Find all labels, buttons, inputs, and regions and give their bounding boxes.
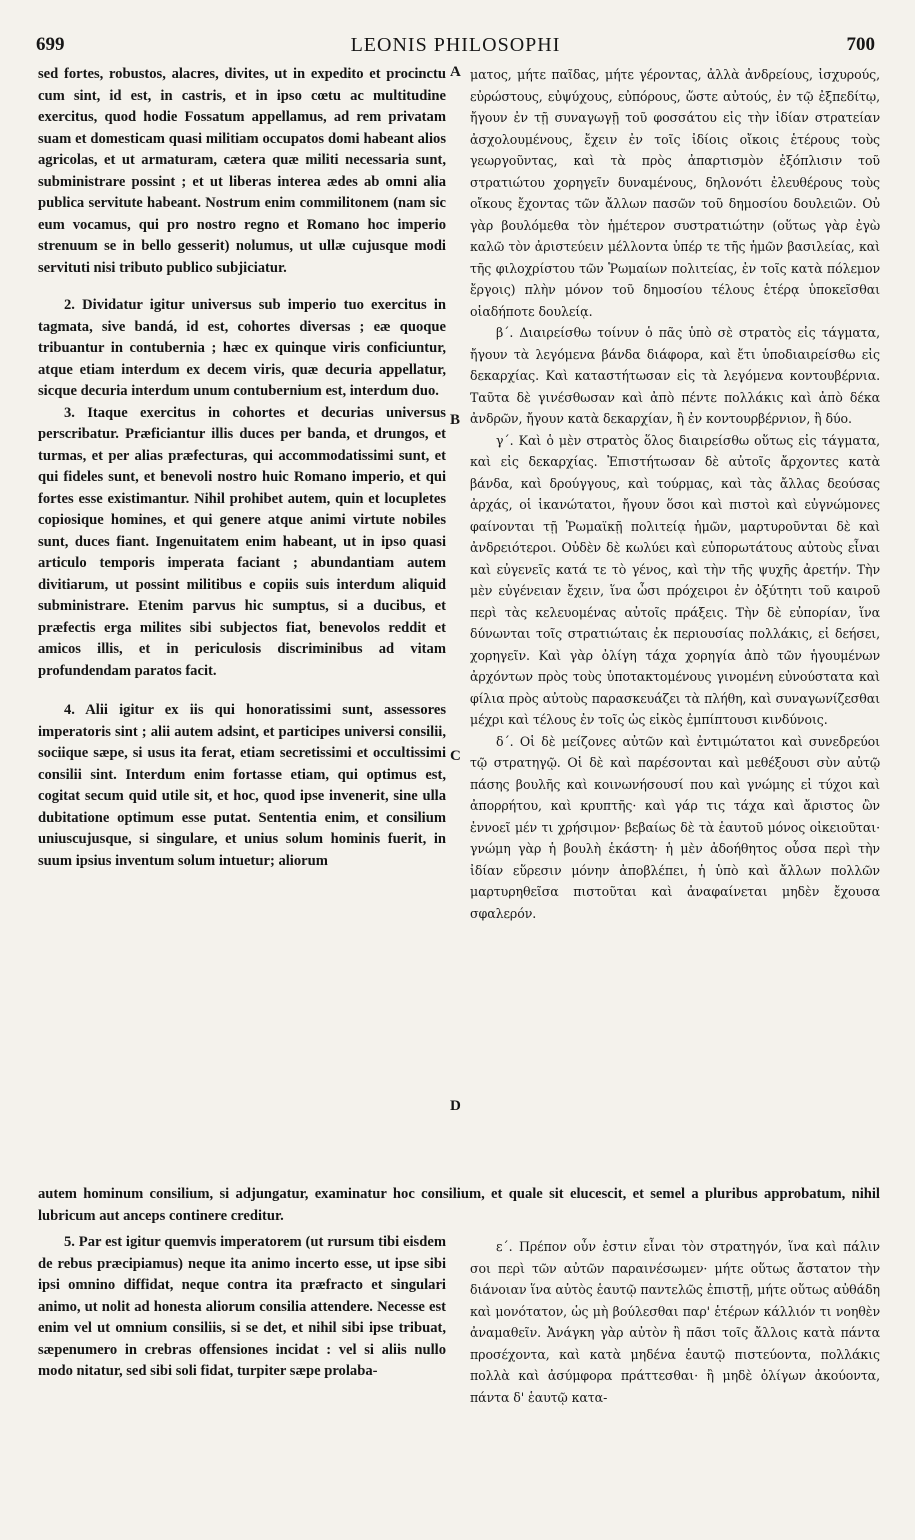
page-number-left: 699: [36, 34, 65, 55]
latin-paragraph-5: 5. Par est igitur quemvis imperatorem (ut rursum tibi eisdem de rebus præcipiamus) neque ita animo incerto esse, ut ipse sibi ipsi omnino diffidat, neque contra ita præfracto et singulari animo, ut nolit ad honesta aliorum consilia attendere. Necesse est enim vel ut omnium consiliis, si se det, et nihil sibi ipse tribuat, sæpenumero in crebras offensiones incidat : vel si aliis nullo modo nitatur, sed sibi soli fidat, turpiter sæpe prolaba-: [38, 1234, 446, 1379]
margin-marker-c: C: [450, 748, 461, 764]
latin-block-1: sed fortes, robustos, alacres, divites, ut in expedito et procinctu cum sint, id est, in castris, et in ipso cœtu ac multitudine exercitus, quod hodie Fossatum appellamus, ad rem privatam suam et domesticam quasi militiam occupatos domi habeant alios agricolas, et ut armaturam, cætera quæ militi necessaria sunt, subministrare possint ; et ut liberas interea ædes ab omni alia publica servitute habeant. Nostrum enim commilitonem (nam sic eum vocamus, qui pro nostro regno et Romano hoc imperio strenuum se in bello gesserit) nolumus, ut ullæ cujusque modi servituti nisi tributo publico subjiciatur.: [38, 66, 446, 276]
greek-paragraph-5: ε΄. Πρέπον οὖν ἐστιν εἶναι τὸν στρατηγόν, ἵνα καὶ πάλιν σοι περὶ τῶν αὐτῶν παραινέσωμεν· μήτε οὕτως ἄστατον τὴν διάνοιαν ἵνα αὐτὸς ἑαυτῷ παντελῶς ἐπιστῇ, μήτε οὕτως αὐθάδη καὶ μονότατον, ὡς μὴ βούλεσθαι παρ' ἑτέρων κάλλιόν τι νοηθὲν ἀναμαθεῖν. Ἀνάγκη γὰρ αὐτὸν ἢ πᾶσι τοῖς ἄλλοις κατὰ πάντα προσέχοντα, καὶ κατὰ μηδένα ἑαυτῷ πιστεύοντα, πολλάκις πολλὰ καὶ ἀσύμφορα πράττεσθαι· ἢ μηδὲ ὀλίγων ἀκούοντα, πάντα δ' ἑαυτῷ κατα-: [470, 1239, 880, 1405]
latin-paragraph-2: 2. Dividatur igitur universus sub imperio tuo exercitus in tagmata, sive bandá, id est, cohortes diversas ; eæ quoque tribuantur in contubernia ; hæc ex quinque viris conficiuntur, atque etiam interdum ex decem viris, quæ decuria appellatur, sicque decuria interdum unum contubernium est, interdum duo.: [38, 297, 446, 399]
greek-column-upper: [470, 64, 880, 924]
greek-block-1: ματος, μήτε παῖδας, μήτε γέροντας, ἀλλὰ ἀνδρείους, ἰσχυρούς, εὐρώστους, εὐψύχους, εὐπόρους, ὥστε αὐτούς, ἐν τῷ ἐξπεδίτῳ, ἤγουν ἐν τῇ συναγωγῇ τοῦ φοσσάτου εἰς τὴν ἰδίαν στρατείαν ἀσχολουμένους, ἔχειν ἐν τοῖς ἰδίοις οἴκοις ἑτέρους τοὺς γεωργοῦντας, καὶ τὰ πρὸς ἀπαρτισμὸν ἐξόπλισιν τοῦ στρατιώτου χορηγεῖν δυναμένους, δηλονότι ἐλευθέρους τοὺς οἴκους ἔχοντας τῶν ἄλλων πασῶν τοῦ δημοσίου δουλειῶν. Οὐ γὰρ βουλόμεθα τὸν ἡμέτερον συστρατιώτην (οὕτως γὰρ ἐγὼ καλῶ τὸν ἀριστεύειν μέλλοντα ὑπέρ τε τῆς ἡμῶν βασιλείας, καὶ τῆς φιλοχρίστου τῶν Ῥωμαίων πολιτείας, ἐν τοῖς κατὰ πόλεμον ἔργοις) πλὴν μόνον τοῦ δημοσίου τέλους ἑτέρᾳ ὑποκεῖσθαι οἱαδήποτε δουλείᾳ.: [470, 67, 880, 319]
latin-column-lower: [38, 1232, 446, 1383]
running-head: [36, 34, 875, 58]
margin-marker-b: B: [450, 412, 461, 428]
latin-paragraph-3: 3. Itaque exercitus in cohortes et decurias universus perscribatur. Præficiantur illis duces per banda, et drungos, et turmas, et per alias præfecturas, qui accommodatissimi sunt, et qui fideles sunt, et benevoli nostro huic Romano imperio, et qui fortes esse existimantur. Nihil prohibet autem, quin et locupletes copiosique homines, et qui genere atque animi virtute nobiles sunt, duces fiant. Ingenuitatem enim habeant, ut in ipso quasi articulo temporis imperata faciant ; abundantiam autem divitiarum, ut possint militibus e copiis suis interdum aliquid subministrare. Etenim parvus hic sumptus, si a ducibus, et præfectis erga milites sibi subjectos fiat, benevolos reddit et amicos illis, et in periculosis discriminibus ad vitam profundendam paratos facit.: [38, 404, 446, 679]
latin-paragraph-4: 4. Alii igitur ex iis qui honoratissimi sunt, assessores imperatoris sint ; alii autem adsint, et participes universi consilii, sociique sæpe, si usus ita ferat, etiam secretissimi et occultissimi consilii sint. Interdum enim fortasse etiam, qui optimus est, cogitat secum quid utile sit, et hoc, quod ipse invenerit, sine ulla dubitatione optimum esse putat. Sententia enim, et consilium uniuscujusque, si singulare, et unius solum hominis fuerit, in suum ipsius inventum solum intuetur; aliorum: [38, 702, 446, 869]
page-number-right: 700: [846, 34, 875, 55]
latin-full-width-text: autem hominum consilium, si adjungatur, examinatur hoc consilium, et quale sit elucescit, et semel a pluribus approbatum, nihil lubricum aut anceps continere creditur.: [38, 1186, 880, 1224]
latin-column-upper: [38, 64, 446, 872]
greek-column-lower: [470, 1236, 880, 1408]
running-title: LEONIS PHILOSOPHI: [350, 34, 561, 56]
greek-paragraph-4: δ΄. Οἱ δὲ μείζονες αὐτῶν καὶ ἐντιμώτατοι καὶ συνεδρεύοι τῷ στρατηγῷ. Οἱ δὲ καὶ παρέσονται καὶ μεθέξουσι σὺν αὐτῷ πάσης βουλῆς καὶ κοινωνήσουσί που καὶ γνώμης εἰ τύχοι καὶ ἀπορρήτου, καὶ κρυπτῆς· καὶ γάρ τις τάχα καὶ ἄριστος ὢν ἐννοεῖ μέν τι χρήσιμον· βεβαίως δὲ τὰ ἑαυτοῦ μόνος οἰκειοῦται· γνώμη γὰρ ἡ βουλὴ ἑκάστη· ἡ μὲν ἀδοήθητος οὖσα περὶ τὴν ἰδίαν εὕρεσιν μόνην ἀποβλέπει, ἡ ὑπὸ καὶ ἄλλων πολλῶν μαρτυρηθεῖσα πιστοῦται καὶ ἀναφαίνεται μηδὲν ἔχουσα σφαλερόν.: [470, 733, 880, 921]
greek-paragraph-3: γ΄. Καὶ ὁ μὲν στρατὸς ὅλος διαιρείσθω οὕτως εἰς τάγματα, καὶ εἰς δεκαρχίας. Ἐπιστήτωσαν δὲ αὐτοῖς ἄρχοντες κατὰ βάνδα, καὶ δρούγγους, καὶ τούρμας, καὶ τὰς ἄλλας δεούσας ἀρχάς, οἱ ἱκανώτατοι, ἤγουν ὅσοι καὶ πιστοὶ καὶ εὐγνώμονες φαίνονται τῇ Ῥωμαϊκῇ πολιτείᾳ ἡμῶν, μαρτυροῦνται δὲ καὶ ἀνδρειότεροι. Οὐδὲν δὲ κωλύει καὶ εὐπορωτάτους αὐτοὺς εἶναι καὶ εὐγενεῖς κατά τε τὸ γένος, καὶ τὴν τῆς ψυχῆς ἀρετήν. Τὴν μὲν εὐγένειαν ἔχειν, ἵνα ὦσι πρόχειροι ἐν ὀξύτητι τοῦ καιροῦ περὶ τὰς κελευομένας αὐτοῖς πράξεις. Τὴν δὲ εὐπορίαν, ἵνα δύνωνται τοῖς στρατιώταις ἐκ περιουσίας πολλάκις, εἰ δεήσει, χορηγεῖν. Καὶ γὰρ ὀλίγη τάχα χορηγία ἀπὸ τῶν ἡγουμένων ἀρχόντων πρὸς τοὺς ὑποτακτομένους γινομένη εὐνούστατα καὶ φίλια πρὸς αὐτοὺς παρασκευάζει τὰ πλήθη, καὶ συναγωνίζεσθαι μέχρι καὶ τέλους ἐν τοῖς ὡς εἰκὸς ἐμπίπτουσι κινδύνοις.: [470, 432, 880, 727]
latin-full-width-lines: [38, 1184, 880, 1227]
margin-marker-d: D: [450, 1098, 461, 1114]
margin-marker-a: A: [450, 64, 461, 80]
greek-paragraph-2: β΄. Διαιρείσθω τοίνυν ὁ πᾶς ὑπὸ σὲ στρατὸς εἰς τάγματα, ἤγουν τὰ λεγόμενα βάνδα διάφορα, καὶ ἔτι ὑποδιαιρείσθω εἰς δεκαρχίας. Καὶ καταστήτωσαν εἰς τὰ λεγόμενα κοντουβέρνια. Ταῦτα δὲ γινέσθωσαν καὶ ἀπὸ πέντε πολλάκις καὶ ἀπὸ δέκα ἀνδρῶν, ἤγουν κατὰ δεκαρχίαν, ἢ ἐν κοντουρβέρνιον, ἢ δύο.: [470, 325, 880, 426]
